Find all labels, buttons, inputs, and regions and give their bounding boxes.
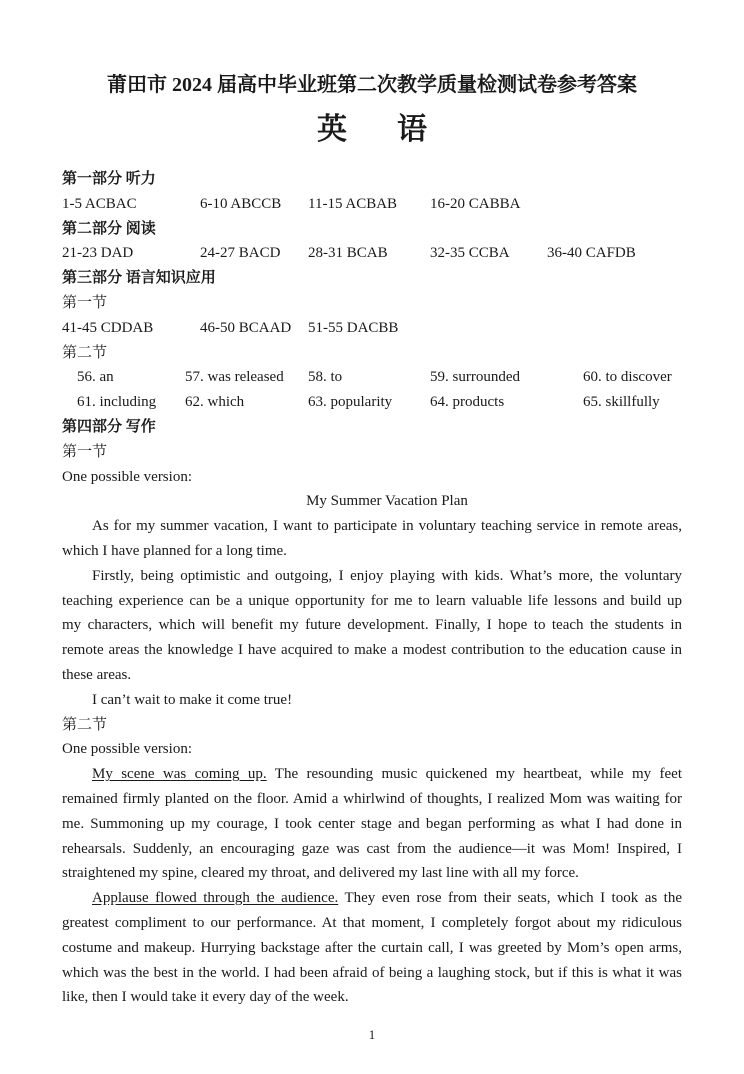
fill-in-answer-row [62,365,682,390]
essay-paragraph [62,688,682,713]
essay-paragraph [62,762,682,886]
answer-group: 16-20 CABBA [430,195,521,212]
essay-line: Firstly, being optimistic and outgoing, I enjoy playing with kids. What’s more, the voluntary [92,567,682,584]
fill-in-answer: 59. surrounded [430,369,520,386]
section-label: 第一节 [62,443,108,460]
answer-group: 46-50 BCAAD [200,319,292,336]
essay-line: straightened my spine, cleared my throat, and delivered my last line with all my force. [62,865,579,882]
answer-row [62,192,682,217]
part-heading-writing: 第四部分 写作 [62,418,156,435]
essay-line: which was the best in the world. I had been afraid of being a laughing stock, but if this is what it was [62,964,682,981]
fill-in-answer-row [62,390,682,415]
essay-line: costume and makeup. Hurrying backstage after the curtain call, I was greeted by Mom’s open arms, [62,939,682,956]
answer-group: 6-10 ABCCB [200,195,282,212]
essay-line: remote areas the knowledge I have acquired to make a modest contribution to the education cause in [62,642,682,659]
essay-paragraph [62,564,682,688]
essay-line: greatest compliment to our performance. At that moment, I completely forgot about my ridiculous [62,914,682,931]
underlined-opening-sentence: My scene was coming up. [92,766,267,783]
essay-line [62,886,682,911]
answer-group: 41-45 CDDAB [62,319,154,336]
document-title: 莆田市 2024 届高中毕业班第二次教学质量检测试卷参考答案 [107,74,637,96]
sample-version-label: One possible version: [62,468,192,485]
section-label: 第二节 [62,716,108,733]
essay-line-text: The resounding music quickened my heartbeat, while my feet [274,766,682,783]
part-heading-language-use: 第三部分 语言知识应用 [62,270,216,287]
part-heading-reading: 第二部分 阅读 [62,220,156,237]
answer-group: 24-27 BACD [200,245,281,262]
subject-heading [0,111,744,149]
answer-group: 36-40 CAFDB [547,245,636,262]
fill-in-answer: 56. an [77,369,114,386]
answer-body [62,167,682,1010]
answer-group: 11-15 ACBAB [308,195,398,212]
essay-line: rehearsals. Suddenly, an encouraging gaze was cast from the audience—it was Mom! Inspired, I [62,840,682,857]
answer-row [62,316,682,341]
essay-line: teaching experience can be a unique opportunity for me to learn valuable life lessons and build up [62,592,682,609]
essay-paragraph [62,514,682,564]
section-label: 第二节 [62,344,108,361]
essay-line: me. Summoning up my courage, I took center stage and began performing as what I had done in [62,815,682,832]
essay-title: My Summer Vacation Plan [306,493,468,510]
answer-group: 1-5 ACBAC [62,195,137,212]
fill-in-answer: 64. products [430,394,505,411]
page-number: 1 [368,1027,376,1042]
answer-group: 32-35 CCBA [430,245,510,262]
essay-line: my characters, which will benefit my future development. Finally, I hope to teach the students in [62,617,682,634]
essay-line: like, then I would take it every day of the week. [62,989,349,1006]
essay-line: these areas. [62,666,132,683]
subject-char: 英 [317,113,347,146]
fill-in-answer: 60. to discover [583,369,672,386]
underlined-opening-sentence: Applause flowed through the audience. [92,890,339,907]
fill-in-answer: 65. skillfully [583,394,660,411]
answer-group: 21-23 DAD [62,245,134,262]
fill-in-answer: 61. including [77,394,157,411]
fill-in-answer: 62. which [185,394,245,411]
fill-in-answer: 63. popularity [308,394,393,411]
fill-in-answer: 57. was released [185,369,284,386]
sample-version-label: One possible version: [62,741,192,758]
fill-in-answer: 58. to [308,369,343,386]
answer-group: 28-31 BCAB [308,245,388,262]
essay-line: As for my summer vacation, I want to participate in voluntary teaching service in remote areas, [92,518,682,535]
essay-paragraph [62,886,682,1010]
answer-group: 51-55 DACBB [308,319,399,336]
essay-line: I can’t wait to make it come true! [92,691,293,708]
answer-row [62,241,682,266]
essay-line [62,762,682,787]
subject-char: 语 [397,113,427,146]
essay-line: which I have planned for a long time. [62,542,287,559]
section-label: 第一节 [62,294,108,311]
essay-line: remained firmly planted on the floor. Amid a whirlwind of thoughts, I realized Mom was waiting for [62,790,682,807]
part-heading-listening: 第一部分 听力 [62,171,156,187]
essay-line-text: They even rose from their seats, which I took as the [344,890,682,907]
